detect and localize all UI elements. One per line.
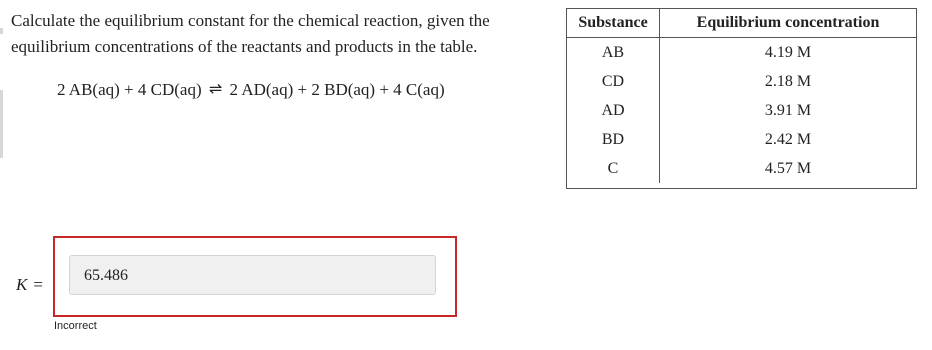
concentration-cell: 4.19 M: [764, 43, 812, 61]
equation-reactants: 2 AB(aq) + 4 CD(aq): [57, 80, 202, 99]
incorrect-feedback: Incorrect: [54, 320, 97, 332]
concentration-cell: 3.91 M: [764, 101, 812, 119]
equation-products: 2 AD(aq) + 2 BD(aq) + 4 C(aq): [229, 80, 445, 99]
concentration-cell: 4.57 M: [764, 159, 812, 177]
column-header-concentration: Equilibrium concentration: [660, 9, 917, 38]
substance-cell: BD: [567, 125, 660, 154]
concentration-cell: 2.18 M: [764, 72, 812, 90]
table-row: [567, 96, 916, 125]
substance-cell: AD: [567, 96, 660, 125]
k-symbol: K: [16, 275, 28, 294]
concentration-table: [567, 9, 916, 183]
concentration-cell: 2.42 M: [764, 130, 812, 148]
chemical-equation: [57, 80, 445, 100]
table-row: [567, 38, 916, 68]
k-label: [16, 275, 43, 295]
substance-cell: C: [567, 154, 660, 183]
table-header-row: [567, 9, 916, 38]
table-row: [567, 154, 916, 183]
equilibrium-arrow-icon: ⇌: [208, 79, 223, 98]
question-text: Calculate the equilibrium constant for the chemical reaction, given the equilibrium concentrations of the reactants and products in the table.: [11, 11, 490, 56]
edge-marker-top: [0, 28, 3, 34]
answer-input[interactable]: 65.486: [69, 255, 436, 295]
substance-cell: AB: [567, 38, 660, 68]
edge-marker-side: [0, 90, 3, 158]
table-row: [567, 125, 916, 154]
substance-cell: CD: [567, 67, 660, 96]
equals-sign: =: [33, 275, 43, 294]
column-header-substance: Substance: [567, 9, 660, 38]
table-row: [567, 67, 916, 96]
answer-feedback-frame: [53, 236, 457, 317]
